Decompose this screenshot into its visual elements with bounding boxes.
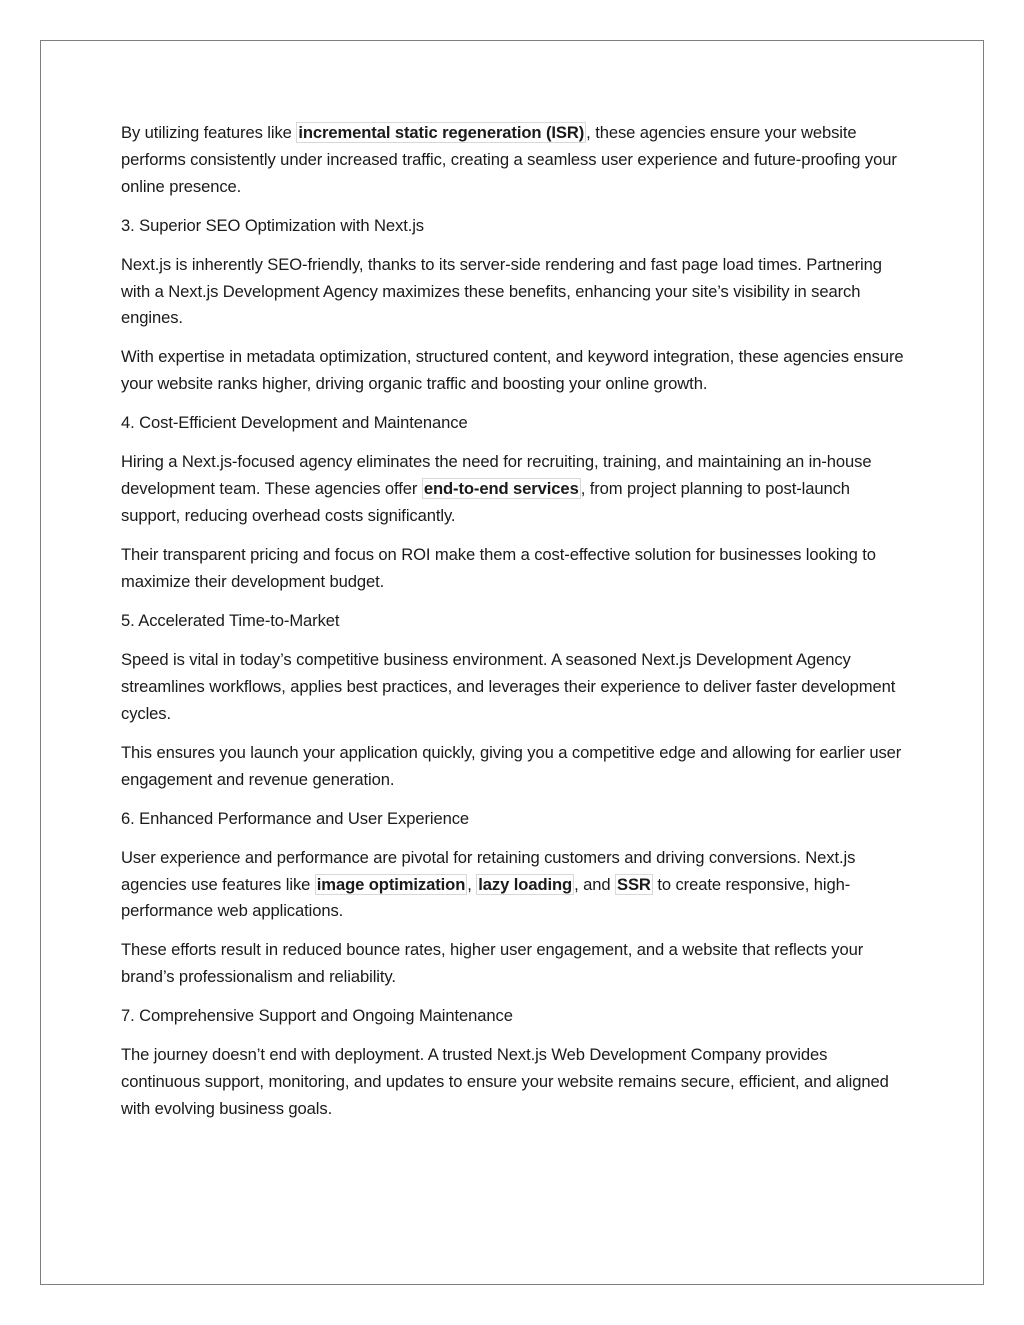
body-paragraph [121, 740, 911, 794]
text-run: 4. Cost-Efficient Development and Maintenance [121, 413, 468, 433]
body-paragraph [121, 252, 911, 332]
highlighted-term: lazy loading [478, 874, 573, 894]
highlighted-term: image optimization [316, 874, 466, 894]
section-heading [121, 608, 911, 635]
body-paragraph [121, 845, 911, 925]
text-run: By utilizing features like [121, 123, 297, 142]
highlighted-term: incremental static regeneration (ISR) [298, 123, 585, 142]
text-run: With expertise in metadata optimization, structured content, and keyword integration, these agencies ensure your website ranks higher, driving organic traffic and boosting your online growth. [121, 347, 904, 394]
section-heading [121, 806, 911, 833]
text-run: to create responsive, high-performance web applications. [121, 874, 851, 921]
text-run: User experience and performance are pivotal for retaining customers and driving conversions. Next.js agencies use features like [121, 847, 856, 894]
highlighted-term: end-to-end services [423, 479, 579, 499]
text-run: Speed is vital in today’s competitive business environment. A seasoned Next.js Development Agency streamlines workflows, applies best practices, and leverages their experience to deliver faster development cycles. [121, 650, 896, 723]
text-run: , [467, 874, 477, 894]
text-run: 5. Accelerated Time-to-Market [121, 611, 340, 631]
text-run: Next.js is inherently SEO-friendly, thanks to its server-side rendering and fast page load times. Partnering with a Next.js Development Agency maximizes these benefits, enhancing your site’s visibility in search engines. [121, 254, 882, 328]
text-run: These efforts result in reduced bounce rates, higher user engagement, and a website that reflects your brand’s professionalism and reliability. [121, 940, 864, 987]
body-paragraph [121, 1042, 911, 1122]
text-run: Their transparent pricing and focus on ROI make them a cost-effective solution for businesses looking to maximize their development budget. [121, 545, 876, 591]
section-heading [121, 213, 911, 240]
text-run: This ensures you launch your application quickly, giving you a competitive edge and allowing for earlier user engagement and revenue generation. [121, 742, 902, 789]
body-paragraph [121, 542, 911, 596]
section-heading [121, 1003, 911, 1030]
body-paragraph [121, 647, 911, 727]
body-paragraph [121, 344, 911, 398]
text-run: , these agencies ensure your website performs consistently under increased traffic, creating a seamless user experience and future-proofing your online presence. [121, 123, 897, 196]
highlighted-term: SSR [617, 874, 651, 894]
text-run: , and [574, 874, 615, 894]
document-body [121, 120, 911, 1135]
text-run: Hiring a Next.js-focused agency eliminates the need for recruiting, training, and maintaining an in-house development team. These agencies offer [121, 452, 872, 499]
text-run: 7. Comprehensive Support and Ongoing Maintenance [121, 1006, 513, 1026]
body-paragraph [121, 120, 911, 200]
body-paragraph [121, 449, 911, 529]
section-heading [121, 410, 911, 437]
body-paragraph [121, 937, 911, 991]
text-run: 6. Enhanced Performance and User Experience [121, 808, 470, 828]
text-run: , from project planning to post-launch support, reducing overhead costs significantly. [121, 479, 850, 526]
text-run: The journey doesn’t end with deployment. A trusted Next.js Web Development Company provides continuous support, monitoring, and updates to ensure your website remains secure, efficient, and aligned with evolving business goals. [121, 1045, 889, 1119]
text-run: 3. Superior SEO Optimization with Next.js [121, 215, 424, 235]
